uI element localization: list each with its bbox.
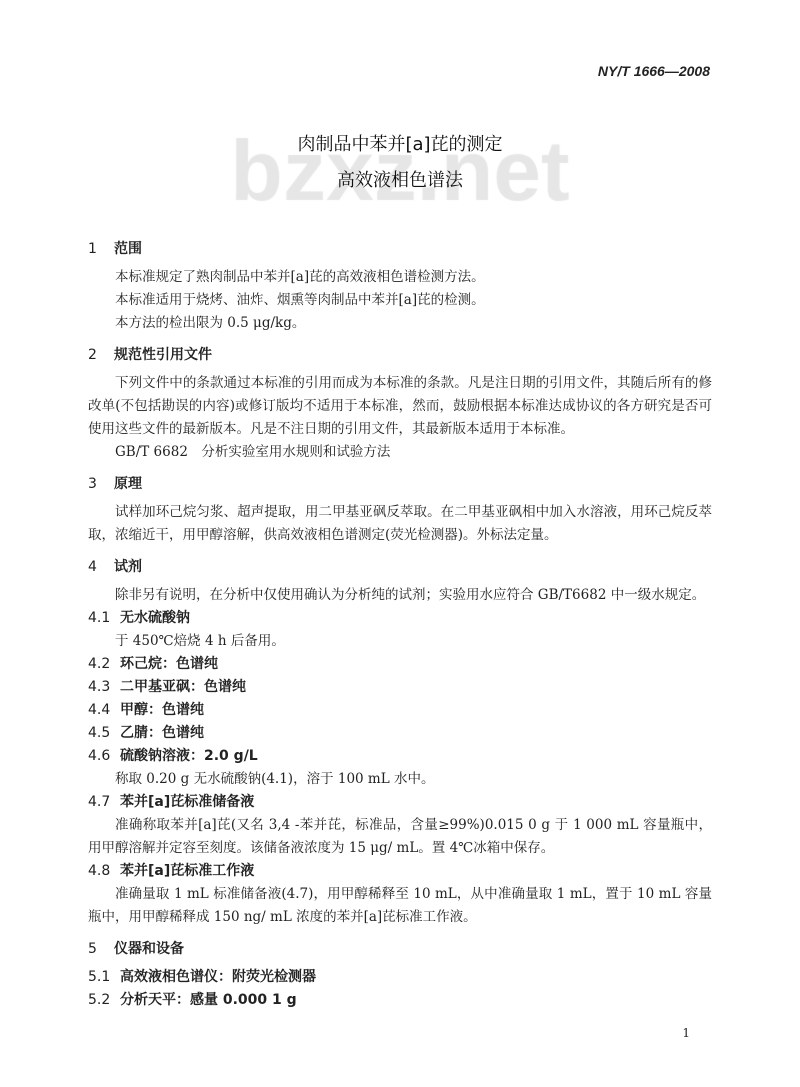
subsection-title: 硫酸钠溶液：2.0 g/L bbox=[120, 748, 258, 764]
section-title: 规范性引用文件 bbox=[114, 347, 212, 363]
section-title: 仪器和设备 bbox=[114, 941, 184, 957]
subsection-title: 分析天平：感量 0.000 1 g bbox=[120, 992, 297, 1008]
section-4-heading bbox=[88, 556, 712, 578]
subsection-title: 乙腈：色谱纯 bbox=[120, 725, 204, 741]
subsection-number: 4.5 bbox=[88, 725, 111, 741]
subsection-heading bbox=[88, 699, 712, 722]
subsection-number: 4.8 bbox=[88, 863, 111, 879]
section-title: 范围 bbox=[114, 241, 142, 257]
standard-number: NY/T 1666—2008 bbox=[597, 63, 710, 79]
paragraph: 下列文件中的条款通过本标准的引用而成为本标准的条款。凡是注日期的引用文件，其随后所有的修改单(不包括勘误的内容)或修订版均不适用于本标准，然而，鼓励根据本标准达成协议的各方研究是否可使用这些文件的最新版本。凡是不注日期的引用文件，其最新版本适用于本标准。 bbox=[88, 375, 712, 437]
subsection-heading bbox=[88, 653, 712, 676]
document-subtitle: 高效液相色谱法 bbox=[337, 170, 463, 191]
paragraph: 试样加环己烷匀浆、超声提取，用二甲基亚砜反萃取。在二甲基亚砜相中加入水溶液，用环己烷反萃取，浓缩近干，用甲醇溶解，供高效液相色谱测定(荧光检测器)。外标法定量。 bbox=[88, 504, 712, 543]
subsection-title: 甲醇：色谱纯 bbox=[120, 702, 204, 718]
section-3-heading bbox=[88, 473, 712, 495]
subsection-number: 4.2 bbox=[88, 656, 111, 672]
subsection-number: 5.1 bbox=[88, 969, 111, 985]
paragraph-line: 除非另有说明，在分析中仅使用确认为分析纯的试剂；实验用水应符合 GB/T6682 中一级水规定。 bbox=[115, 587, 706, 603]
subsection-number: 4.3 bbox=[88, 679, 111, 695]
subsection-number: 4.1 bbox=[88, 610, 111, 626]
subsection-heading bbox=[88, 676, 712, 699]
paragraph: 准确量取 1 mL 标准储备液(4.7)，用甲醇稀释至 10 mL，从中准确量取 1 mL，置于 10 mL 容量瓶中，用甲醇稀释成 150 ng/ mL 浓度的苯并[a]芘标准工作液。 bbox=[88, 886, 712, 925]
normative-reference: GB/T 6682 分析实验室用水规则和试验方法 bbox=[115, 444, 391, 460]
subsection-number: 5.2 bbox=[88, 992, 111, 1008]
section-number: 4 bbox=[88, 559, 97, 575]
subsection-title: 苯并[a]芘标准工作液 bbox=[120, 863, 255, 879]
paragraph: 准确称取苯并[a]芘(又名 3,4 -苯并芘，标准品，含量≥99%)0.015 0 g 于 1 000 mL 容量瓶中，用甲醇溶解并定容至刻度。该储备液浓度为 15 μg/ mL。置 4℃冰箱中保存。 bbox=[88, 817, 712, 856]
subsection-title: 环己烷：色谱纯 bbox=[120, 656, 218, 672]
subsection-title: 高效液相色谱仪：附荧光检测器 bbox=[120, 969, 316, 985]
subsection-heading bbox=[88, 722, 712, 745]
section-2-heading bbox=[88, 344, 712, 366]
subsection-title: 无水硫酸钠 bbox=[120, 610, 190, 626]
paragraph-line: 于 450℃焙烧 4 h 后备用。 bbox=[115, 633, 285, 649]
document-title: 肉制品中苯并[a]芘的测定 bbox=[297, 134, 503, 155]
paragraph-line: 本标准规定了熟肉制品中苯并[a]芘的高效液相色谱检测方法。 bbox=[115, 269, 485, 285]
subsection-heading bbox=[88, 607, 712, 630]
subsection-heading bbox=[88, 860, 712, 883]
section-5-heading bbox=[88, 938, 712, 960]
subsection-title: 苯并[a]芘标准储备液 bbox=[120, 794, 255, 810]
subsection-title: 二甲基亚砜：色谱纯 bbox=[120, 679, 246, 695]
section-title: 试剂 bbox=[114, 559, 142, 575]
subsection-heading bbox=[88, 791, 712, 814]
section-number: 2 bbox=[88, 347, 97, 363]
page-number: 1 bbox=[682, 1026, 690, 1040]
paragraph-line: 本方法的检出限为 0.5 μg/kg。 bbox=[115, 315, 306, 331]
subsection-heading bbox=[88, 745, 712, 768]
subsection-heading bbox=[88, 966, 712, 989]
subsection-heading bbox=[88, 989, 712, 1012]
section-title: 原理 bbox=[114, 476, 142, 492]
section-number: 5 bbox=[88, 941, 97, 957]
section-number: 1 bbox=[88, 241, 97, 257]
section-1-heading bbox=[88, 238, 712, 260]
subsection-number: 4.6 bbox=[88, 748, 111, 764]
paragraph-line: 称取 0.20 g 无水硫酸钠(4.1)，溶于 100 mL 水中。 bbox=[115, 771, 435, 787]
subsection-number: 4.4 bbox=[88, 702, 111, 718]
paragraph-line: 本标准适用于烧烤、油炸、烟熏等肉制品中苯并[a]芘的检测。 bbox=[115, 292, 485, 308]
section-number: 3 bbox=[88, 476, 97, 492]
subsection-number: 4.7 bbox=[88, 794, 111, 810]
